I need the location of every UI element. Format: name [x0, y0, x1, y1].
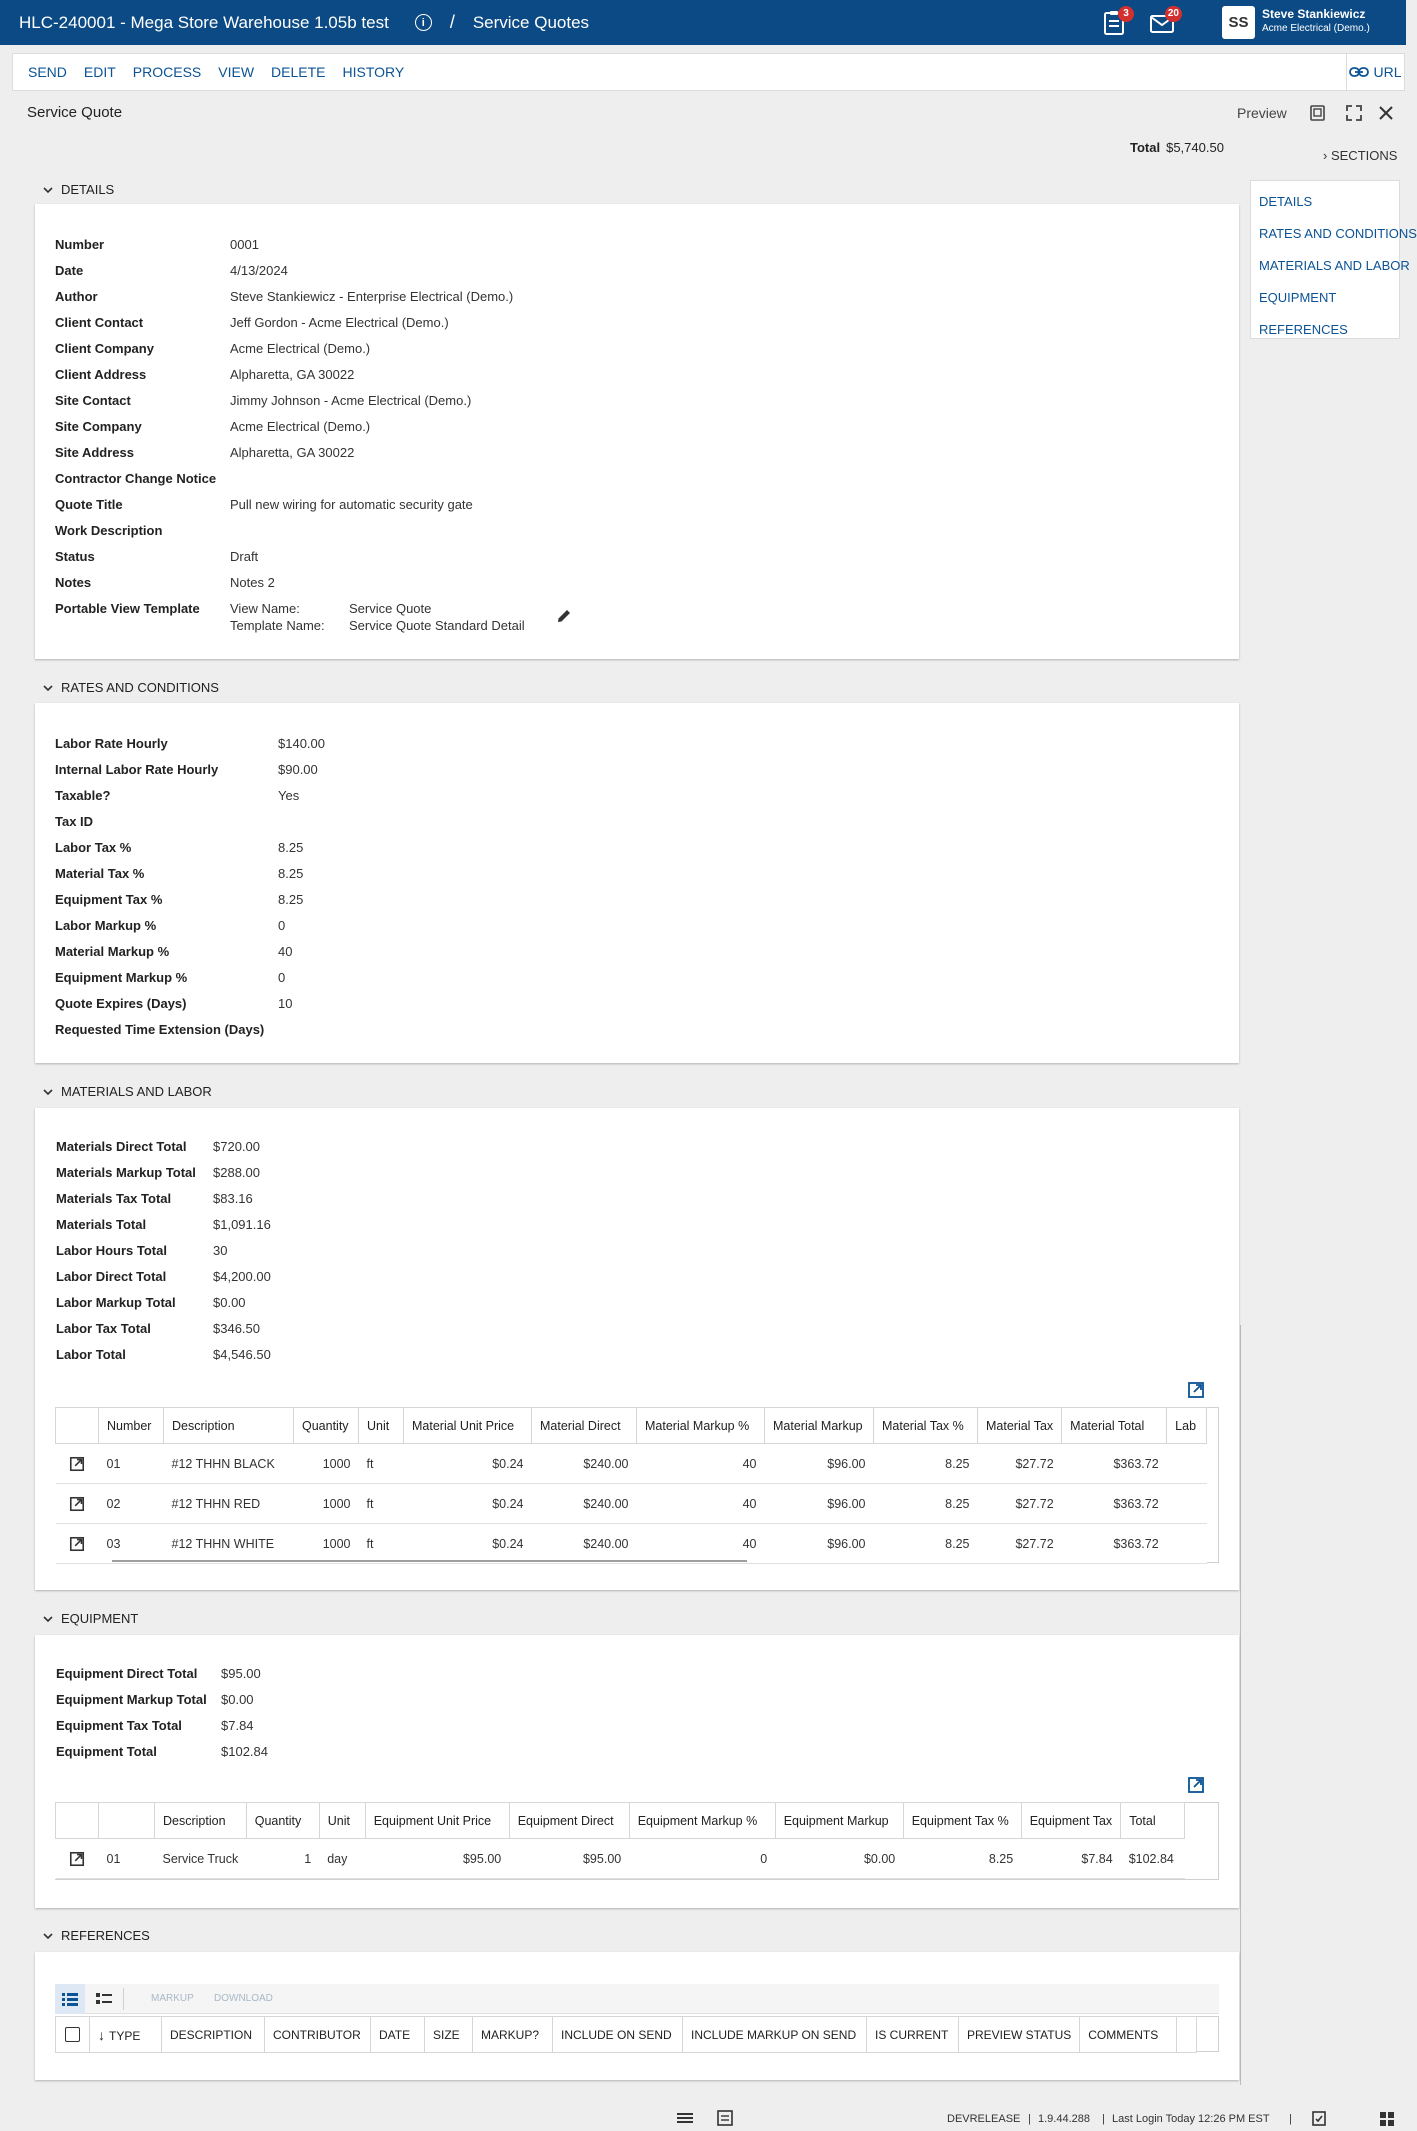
fullscreen-icon[interactable] — [1344, 103, 1364, 123]
breadcrumb-separator: / — [449, 12, 455, 32]
footer-separator: | — [1028, 2113, 1031, 2125]
row-open-cell — [56, 1444, 99, 1484]
column-header-material-direct[interactable]: Material Direct — [532, 1408, 637, 1444]
breadcrumb-service-quotes[interactable]: Service Quotes — [472, 12, 590, 32]
column-header-equipment-unit-price[interactable]: Equipment Unit Price — [365, 1803, 509, 1839]
column-header-is-current[interactable]: IS CURRENT — [867, 2017, 959, 2053]
cell: #12 THHN WHITE — [164, 1524, 294, 1564]
references-card — [35, 1952, 1239, 2080]
field-value: Steve Stankiewicz - Enterprise Electrical (Demo.) — [230, 289, 514, 304]
field-value: 0 — [278, 918, 286, 933]
column-header-actions — [56, 1408, 99, 1444]
field-label: Materials Total — [56, 1217, 147, 1232]
column-header-preview-status[interactable]: PREVIEW STATUS — [959, 2017, 1080, 2053]
cell: 40 — [637, 1524, 765, 1564]
column-header-material-markup[interactable]: Material Markup — [765, 1408, 874, 1444]
edit-pencil-icon[interactable] — [556, 608, 572, 624]
field-label: Material Tax % — [55, 866, 145, 881]
footer-separator: | — [1102, 2113, 1105, 2125]
column-header-unit[interactable]: Unit — [359, 1408, 404, 1444]
column-header-total[interactable]: Total — [1121, 1803, 1185, 1839]
materials-table — [55, 1407, 1219, 1563]
cell: $27.72 — [978, 1524, 1062, 1564]
nav-references[interactable]: REFERENCES — [1259, 322, 1348, 337]
field-label: Equipment Total — [56, 1744, 157, 1759]
field-value: 30 — [213, 1243, 228, 1258]
cell: $96.00 — [765, 1484, 874, 1524]
nav-equipment[interactable]: EQUIPMENT — [1259, 290, 1337, 305]
field-label: Date — [55, 263, 84, 278]
cell: $363.72 — [1062, 1524, 1167, 1564]
column-header-size[interactable]: SIZE — [425, 2017, 473, 2053]
select-all-checkbox[interactable] — [65, 2027, 80, 2042]
row-open-cell — [56, 1839, 99, 1879]
field-value: $346.50 — [213, 1321, 260, 1336]
references-header[interactable] — [43, 1928, 150, 1943]
field-label: Labor Markup Total — [56, 1295, 176, 1310]
field-value: 4/13/2024 — [230, 263, 288, 278]
field-label: Requested Time Extension (Days) — [55, 1022, 265, 1037]
action-bar — [12, 53, 1405, 91]
column-header-description[interactable]: Description — [164, 1408, 294, 1444]
close-icon[interactable] — [1376, 103, 1396, 123]
field-value: $4,200.00 — [213, 1269, 271, 1284]
sections-nav — [1250, 180, 1417, 339]
total-label: Total — [1130, 140, 1161, 155]
cell: 01 — [99, 1839, 155, 1879]
field-label: Portable View Template — [55, 601, 200, 616]
cell: $0.24 — [404, 1444, 532, 1484]
cell: $240.00 — [532, 1524, 637, 1564]
mail-icon[interactable] — [1148, 8, 1179, 37]
column-header-equipment-markup[interactable]: Equipment Markup — [775, 1803, 903, 1839]
cell: 1000 — [294, 1524, 359, 1564]
cell: $95.00 — [365, 1839, 509, 1879]
field-value: $0.00 — [221, 1692, 254, 1707]
toolbar-divider — [123, 1988, 124, 2010]
cell: $240.00 — [532, 1484, 637, 1524]
table-row[interactable] — [56, 1524, 1207, 1564]
cell: $240.00 — [532, 1444, 637, 1484]
tasks-icon[interactable] — [1100, 9, 1128, 37]
details-header[interactable] — [43, 182, 114, 197]
open-in-new-icon[interactable] — [1187, 1381, 1205, 1399]
info-icon[interactable]: i — [415, 14, 432, 31]
field-label: Status — [55, 549, 95, 564]
field-label: Materials Direct Total — [56, 1139, 187, 1154]
field-value: 0 — [278, 970, 286, 985]
cell: $363.72 — [1062, 1484, 1167, 1524]
field-label: Material Markup % — [55, 944, 170, 959]
open-in-new-icon[interactable] — [69, 1496, 85, 1512]
field-label: Equipment Tax Total — [56, 1718, 182, 1733]
column-header-material-total[interactable]: Material Total — [1062, 1408, 1167, 1444]
field-label: Equipment Markup % — [55, 970, 188, 985]
cell: $0.24 — [404, 1484, 532, 1524]
cell: Service Truck — [155, 1839, 247, 1879]
field-value: $95.00 — [221, 1666, 261, 1681]
field-value: $4,546.50 — [213, 1347, 271, 1362]
equipment-heading: EQUIPMENT — [61, 1611, 139, 1626]
materials-card — [35, 1108, 1239, 1590]
template-name-label: Template Name: — [230, 618, 325, 633]
column-header-description[interactable]: DESCRIPTION — [162, 2017, 265, 2053]
field-label: Client Company — [55, 341, 154, 356]
cell: 8.25 — [874, 1524, 978, 1564]
horizontal-scrollbar[interactable] — [112, 1560, 747, 1562]
cell: 01 — [99, 1444, 164, 1484]
nav-rates-and-conditions[interactable]: RATES AND CONDITIONS — [1259, 226, 1417, 241]
column-header-spacer — [1177, 2017, 1197, 2053]
field-label: Site Company — [55, 419, 142, 434]
field-label: Labor Tax Total — [56, 1321, 151, 1336]
references-table — [55, 2016, 1219, 2052]
column-header-include-on-send[interactable]: INCLUDE ON SEND — [553, 2017, 683, 2053]
cell — [1167, 1444, 1207, 1484]
cell: ft — [359, 1524, 404, 1564]
details-card — [35, 204, 1239, 659]
column-header-comments[interactable]: COMMENTS — [1080, 2017, 1177, 2053]
url-button[interactable] — [1346, 54, 1404, 90]
cell: 1000 — [294, 1444, 359, 1484]
total-value: $5,740.50 — [1166, 140, 1224, 155]
cell: 1 — [246, 1839, 319, 1879]
field-label: Labor Direct Total — [56, 1269, 167, 1284]
column-header-quantity[interactable]: Quantity — [294, 1408, 359, 1444]
link-icon — [1349, 66, 1369, 78]
page-title: Service Quote — [27, 104, 123, 121]
field-label: Notes — [55, 575, 92, 590]
open-in-new-icon[interactable] — [1187, 1776, 1205, 1794]
view-name-label: View Name: — [230, 601, 300, 616]
process-button[interactable]: PROCESS — [132, 64, 202, 80]
field-value: Pull new wiring for automatic security gate — [230, 497, 473, 512]
field-value: Notes 2 — [230, 575, 275, 590]
field-value: 8.25 — [278, 840, 304, 855]
field-value: $140.00 — [278, 736, 325, 751]
field-value: 10 — [278, 996, 293, 1011]
footer-separator: | — [1289, 2113, 1292, 2125]
open-in-new-icon[interactable] — [69, 1536, 85, 1552]
field-label: Contractor Change Notice — [55, 471, 217, 486]
field-value: Acme Electrical (Demo.) — [230, 341, 371, 356]
rates-heading: RATES AND CONDITIONS — [61, 680, 219, 695]
field-label: Equipment Markup Total — [56, 1692, 207, 1707]
column-header-equipment-markup[interactable]: Equipment Markup % — [629, 1803, 775, 1839]
clipboard-check-icon[interactable] — [1311, 2110, 1327, 2126]
column-header-lab[interactable]: Lab — [1167, 1408, 1207, 1444]
row-open-cell — [56, 1524, 99, 1564]
column-header-include-markup-on-send[interactable]: INCLUDE MARKUP ON SEND — [683, 2017, 867, 2053]
cell: 0 — [629, 1839, 775, 1879]
field-value: Acme Electrical (Demo.) — [230, 419, 371, 434]
field-label: Equipment Tax % — [55, 892, 163, 907]
field-value: 40 — [278, 944, 293, 959]
quote-total — [1130, 140, 1224, 155]
version-label: 1.9.44.288 — [1038, 2113, 1090, 2125]
cell: 8.25 — [874, 1484, 978, 1524]
cell: 8.25 — [903, 1839, 1021, 1879]
column-header-equipment-tax[interactable]: Equipment Tax — [1021, 1803, 1120, 1839]
references-toolbar — [55, 1984, 1219, 2014]
field-value: $90.00 — [278, 762, 318, 777]
user-company: Acme Electrical (Demo.) — [1262, 23, 1370, 34]
table-row[interactable] — [56, 1444, 1207, 1484]
field-label: Labor Rate Hourly — [55, 736, 168, 751]
chevron-right-icon: › — [1323, 148, 1328, 163]
send-button[interactable]: SEND — [28, 64, 67, 80]
equipment-table — [55, 1802, 1219, 1880]
view-name-value: Service Quote — [349, 601, 432, 616]
field-label: Equipment Direct Total — [56, 1666, 198, 1681]
scrollbar-track[interactable] — [1240, 1325, 1241, 2085]
env-label: DEVRELEASE — [947, 2113, 1021, 2125]
field-label: Materials Markup Total — [56, 1165, 196, 1180]
column-header-quantity[interactable]: Quantity — [246, 1803, 319, 1839]
field-label: Internal Labor Rate Hourly — [55, 762, 219, 777]
field-value: Jimmy Johnson - Acme Electrical (Demo.) — [230, 393, 472, 408]
field-label: Labor Total — [56, 1347, 126, 1362]
chevron-down-icon — [43, 1087, 53, 1097]
preview-button[interactable]: Preview — [1237, 105, 1287, 121]
cell: #12 THHN BLACK — [164, 1444, 294, 1484]
chevron-down-icon — [43, 1931, 53, 1941]
field-label: Labor Hours Total — [56, 1243, 167, 1258]
field-label: Quote Title — [55, 497, 123, 512]
sort-arrow-icon: ↓ — [98, 2026, 105, 2043]
field-value: 8.25 — [278, 892, 304, 907]
field-value: $1,091.16 — [213, 1217, 271, 1232]
edit-button[interactable]: EDIT — [83, 64, 116, 80]
field-label: Number — [55, 237, 105, 252]
nav-materials-and-labor[interactable]: MATERIALS AND LABOR — [1259, 258, 1410, 273]
cell — [1167, 1524, 1207, 1564]
table-row[interactable] — [56, 1839, 1185, 1879]
column-header-markup[interactable]: MARKUP? — [473, 2017, 553, 2053]
field-label: Client Contact — [55, 315, 144, 330]
row-open-cell — [56, 1484, 99, 1524]
field-label: Client Address — [55, 367, 147, 382]
field-value: $720.00 — [213, 1139, 260, 1154]
user-info[interactable] — [1262, 7, 1370, 34]
field-value: $102.84 — [221, 1744, 268, 1759]
column-header-number[interactable]: Number — [99, 1408, 164, 1444]
url-label: URL — [1373, 64, 1402, 80]
column-header-material-unit-price[interactable]: Material Unit Price — [404, 1408, 532, 1444]
mail-badge: 20 — [1165, 6, 1182, 22]
cell: $96.00 — [765, 1524, 874, 1564]
field-label: Materials Tax Total — [56, 1191, 172, 1206]
cell: $363.72 — [1062, 1444, 1167, 1484]
cell: ft — [359, 1484, 404, 1524]
field-value: $0.00 — [213, 1295, 246, 1310]
download-button[interactable]: DOWNLOAD — [214, 1993, 273, 2004]
cell: $102.84 — [1121, 1839, 1185, 1879]
view-button[interactable]: VIEW — [218, 64, 255, 80]
field-label: Work Description — [55, 523, 163, 538]
column-header-equipment-direct[interactable]: Equipment Direct — [509, 1803, 629, 1839]
field-label: Tax ID — [55, 814, 94, 829]
column-header-description[interactable]: Description — [155, 1803, 247, 1839]
table-row[interactable] — [56, 1484, 1207, 1524]
cell: $0.00 — [775, 1839, 903, 1879]
last-login-label: Last Login Today 12:26 PM EST — [1112, 2113, 1270, 2125]
detail-view-icon[interactable] — [89, 1984, 119, 2014]
header-icons — [1100, 0, 1192, 45]
field-value: Draft — [230, 549, 259, 564]
column-header-contributor[interactable]: CONTRIBUTOR — [265, 2017, 371, 2053]
cell: day — [319, 1839, 365, 1879]
cell: $95.00 — [509, 1839, 629, 1879]
column-header-actions — [56, 1803, 99, 1839]
cell: #12 THHN RED — [164, 1484, 294, 1524]
top-bar — [0, 0, 1406, 45]
rates-header[interactable] — [43, 680, 219, 695]
grid-icon[interactable] — [1379, 2111, 1395, 2127]
print-icon[interactable] — [1308, 103, 1328, 123]
user-name: Steve Stankiewicz — [1262, 7, 1366, 21]
open-in-new-icon[interactable] — [69, 1851, 85, 1867]
history-button[interactable]: HISTORY — [342, 64, 405, 80]
sections-toggle[interactable] — [1323, 148, 1397, 163]
cell: $27.72 — [978, 1484, 1062, 1524]
cell: 8.25 — [874, 1444, 978, 1484]
footer — [0, 2109, 1406, 2131]
field-value: 0001 — [230, 237, 259, 252]
cell: $7.84 — [1021, 1839, 1120, 1879]
project-title[interactable]: HLC-240001 - Mega Store Warehouse 1.05b test — [19, 12, 389, 32]
materials-header[interactable] — [43, 1084, 212, 1099]
field-value: Alpharetta, GA 30022 — [230, 445, 355, 460]
field-label: Labor Markup % — [55, 918, 157, 933]
equipment-card — [35, 1635, 1239, 1908]
list-view-icon[interactable] — [55, 1984, 85, 2014]
cell: 40 — [637, 1444, 765, 1484]
cell: 40 — [637, 1484, 765, 1524]
nav-details[interactable]: DETAILS — [1259, 194, 1313, 209]
column-header-material-markup[interactable]: Material Markup % — [637, 1408, 765, 1444]
cell: 1000 — [294, 1484, 359, 1524]
chevron-down-icon — [43, 1614, 53, 1624]
equipment-header[interactable] — [43, 1611, 138, 1626]
field-value: 8.25 — [278, 866, 304, 881]
column-label: TYPE — [109, 2028, 141, 2043]
tasks-badge: 3 — [1118, 6, 1134, 22]
field-label: Author — [55, 289, 98, 304]
notes-icon[interactable] — [716, 2110, 734, 2126]
field-value: $83.16 — [213, 1191, 253, 1206]
column-header-material-tax[interactable]: Material Tax % — [874, 1408, 978, 1444]
cell: 03 — [99, 1524, 164, 1564]
cell: $27.72 — [978, 1444, 1062, 1484]
cell: ft — [359, 1444, 404, 1484]
field-value: $288.00 — [213, 1165, 260, 1180]
references-heading: REFERENCES — [61, 1928, 150, 1943]
chevron-down-icon — [43, 683, 53, 693]
details-heading: DETAILS — [61, 182, 115, 197]
column-header-blank[interactable] — [99, 1803, 155, 1839]
field-label: Quote Expires (Days) — [55, 996, 187, 1011]
field-label: Site Contact — [55, 393, 131, 408]
menu-icon[interactable] — [676, 2111, 694, 2125]
field-value: Jeff Gordon - Acme Electrical (Demo.) — [230, 315, 449, 330]
avatar[interactable]: SS — [1222, 6, 1255, 39]
template-name-value: Service Quote Standard Detail — [349, 618, 525, 633]
cell: 02 — [99, 1484, 164, 1524]
field-label: Site Address — [55, 445, 134, 460]
markup-button[interactable]: MARKUP — [151, 1993, 194, 2004]
column-header-material-tax[interactable]: Material Tax — [978, 1408, 1062, 1444]
column-header-equipment-tax[interactable]: Equipment Tax % — [903, 1803, 1021, 1839]
cell — [1167, 1484, 1207, 1524]
cell: $96.00 — [765, 1444, 874, 1484]
field-value: Alpharetta, GA 30022 — [230, 367, 355, 382]
column-header-type[interactable] — [90, 2017, 162, 2053]
sections-label: SECTIONS — [1330, 148, 1398, 163]
materials-heading: MATERIALS AND LABOR — [61, 1084, 212, 1099]
cell: $0.24 — [404, 1524, 532, 1564]
select-all-column — [56, 2017, 90, 2053]
field-value: Yes — [278, 788, 300, 803]
chevron-down-icon — [43, 185, 53, 195]
field-value: $7.84 — [221, 1718, 254, 1733]
field-label: Taxable? — [55, 788, 111, 803]
open-in-new-icon[interactable] — [69, 1456, 85, 1472]
delete-button[interactable]: DELETE — [271, 64, 326, 80]
field-label: Labor Tax % — [55, 840, 132, 855]
column-header-date[interactable]: DATE — [371, 2017, 425, 2053]
column-header-unit[interactable]: Unit — [319, 1803, 365, 1839]
rates-card — [35, 703, 1239, 1063]
